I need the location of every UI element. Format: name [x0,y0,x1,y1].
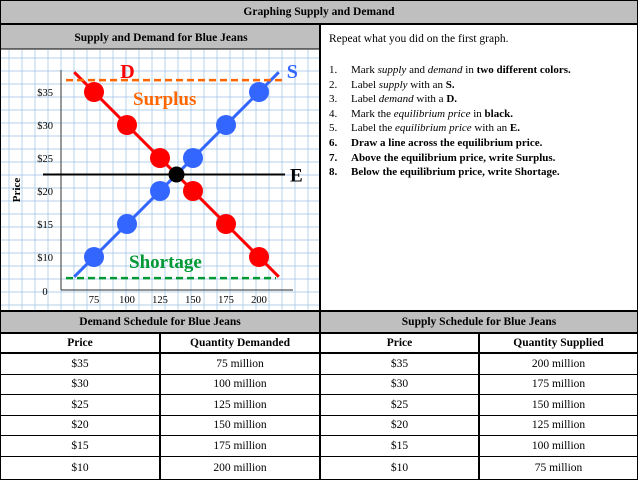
instruction-text: two different colors. [477,64,571,76]
instruction-item [329,121,571,136]
instruction-text: D. [446,93,457,105]
instruction-text: Mark the [351,108,394,120]
x-tick-label: 100 [119,295,135,306]
demand-label: D [120,61,134,83]
instruction-text: with an [408,79,446,91]
instruction-item [329,165,571,180]
demand-point [216,214,236,234]
supply-table-cell: 200 million [479,353,638,375]
instruction-text: S. [446,79,455,91]
instruction-item [329,78,571,93]
equilibrium-point [169,167,185,183]
supply-column-header: Quantity Supplied [479,333,638,353]
chart-labels [120,61,302,273]
demand-table-cell: $25 [0,394,160,416]
demand-table-cell: $20 [0,415,160,437]
instruction-number: 3. [329,92,351,107]
instruction-text: demand [428,64,463,76]
demand-column-header: Quantity Demanded [160,333,320,353]
instruction-text: in [463,64,477,76]
instruction-text: demand [379,93,414,105]
supply-table-cell: $10 [320,456,479,480]
instruction-number: 7. [329,151,351,166]
instruction-text: Draw a line across the equilibrium price. [351,137,542,149]
graph-heading: Supply and Demand for Blue Jeans [74,32,248,44]
demand-table-cell: 100 million [160,374,320,396]
demand-table-cell: 125 million [160,394,320,416]
y-tick-label: $10 [37,253,53,264]
instructions-intro: Repeat what you did on the first graph. [329,33,509,45]
instruction-number: 2. [329,78,351,93]
instruction-number: 8. [329,165,351,180]
supply-point [183,148,203,168]
instructions-panel [320,24,638,311]
supply-table-cell: $20 [320,415,479,437]
demand-point [150,148,170,168]
demand-table-cell: 200 million [160,456,320,480]
demand-schedule-heading: Demand Schedule for Blue Jeans [0,311,320,333]
instruction-text: Label the [351,122,395,134]
supply-label: S [287,61,298,83]
supply-table-cell: 75 million [479,456,638,480]
demand-table-cell: 175 million [160,435,320,457]
y-tick-label: $25 [37,154,53,165]
supply-point [216,115,236,135]
instruction-text: supply [379,79,408,91]
instruction-item [329,92,571,107]
graph-panel [0,24,320,311]
instruction-text: equilibrium price [395,122,472,134]
demand-table-cell: $35 [0,353,160,375]
supply-column-header: Price [320,333,479,353]
x-tick-label: 75 [89,295,100,306]
instruction-text: E. [510,122,520,134]
instruction-item [329,63,571,78]
instruction-text: with an [472,122,510,134]
instruction-text: Label [351,79,379,91]
instruction-number: 1. [329,63,351,78]
supply-table-cell: 125 million [479,415,638,437]
y-tick-label: $30 [37,121,53,132]
demand-table-cell: $10 [0,456,160,480]
instruction-text: Label [351,93,379,105]
equilibrium-label: E [290,166,303,187]
instruction-text: in [470,108,484,120]
supply-schedule-heading: Supply Schedule for Blue Jeans [320,311,638,333]
surplus-label: Surplus [133,89,196,110]
y-tick-label: $20 [37,187,53,198]
supply-point [150,181,170,201]
instruction-text: black. [485,108,513,120]
y-tick-label: $15 [37,220,53,231]
instruction-item [329,151,571,166]
page-title: Graphing Supply and Demand [0,0,638,24]
instruction-text: supply [378,64,407,76]
x-tick-label: 150 [185,295,201,306]
supply-table-cell: 150 million [479,394,638,416]
instruction-text: Above the equilibrium price, write Surplus. [351,152,555,164]
x-tick-label: 125 [152,295,168,306]
instruction-number: 6. [329,136,351,151]
demand-point [183,181,203,201]
demand-column-header: Price [0,333,160,353]
instruction-number: 5. [329,121,351,136]
supply-table-cell: 175 million [479,374,638,396]
supply-table-cell: $25 [320,394,479,416]
demand-point [117,115,137,135]
supply-table-cell: 100 million [479,435,638,457]
supply-table-cell: $35 [320,353,479,375]
demand-table-cell: 75 million [160,353,320,375]
supply-point [249,82,269,102]
x-tick-label: 200 [251,295,267,306]
instruction-text: Below the equilibrium price, write Shortage. [351,166,560,178]
instruction-item [329,107,571,122]
instruction-text: and [406,64,427,76]
origin-label: 0 [42,287,47,298]
instruction-text: equilibrium price [394,108,471,120]
x-tick-label: 175 [218,295,234,306]
supply-point [84,247,104,267]
instructions-list [329,63,571,180]
y-axis-title: Price [11,178,23,203]
supply-table-cell: $30 [320,374,479,396]
shortage-label: Shortage [129,252,202,273]
supply-demand-chart [1,25,320,311]
instruction-number: 4. [329,107,351,122]
demand-point [249,247,269,267]
instruction-text: with a [414,93,447,105]
supply-table-cell: $15 [320,435,479,457]
y-tick-label: $35 [37,88,53,99]
demand-table-cell: 150 million [160,415,320,437]
supply-point [117,214,137,234]
demand-table-cell: $15 [0,435,160,457]
demand-point [84,82,104,102]
demand-table-cell: $30 [0,374,160,396]
instruction-item [329,136,571,151]
instruction-text: Mark [351,64,378,76]
